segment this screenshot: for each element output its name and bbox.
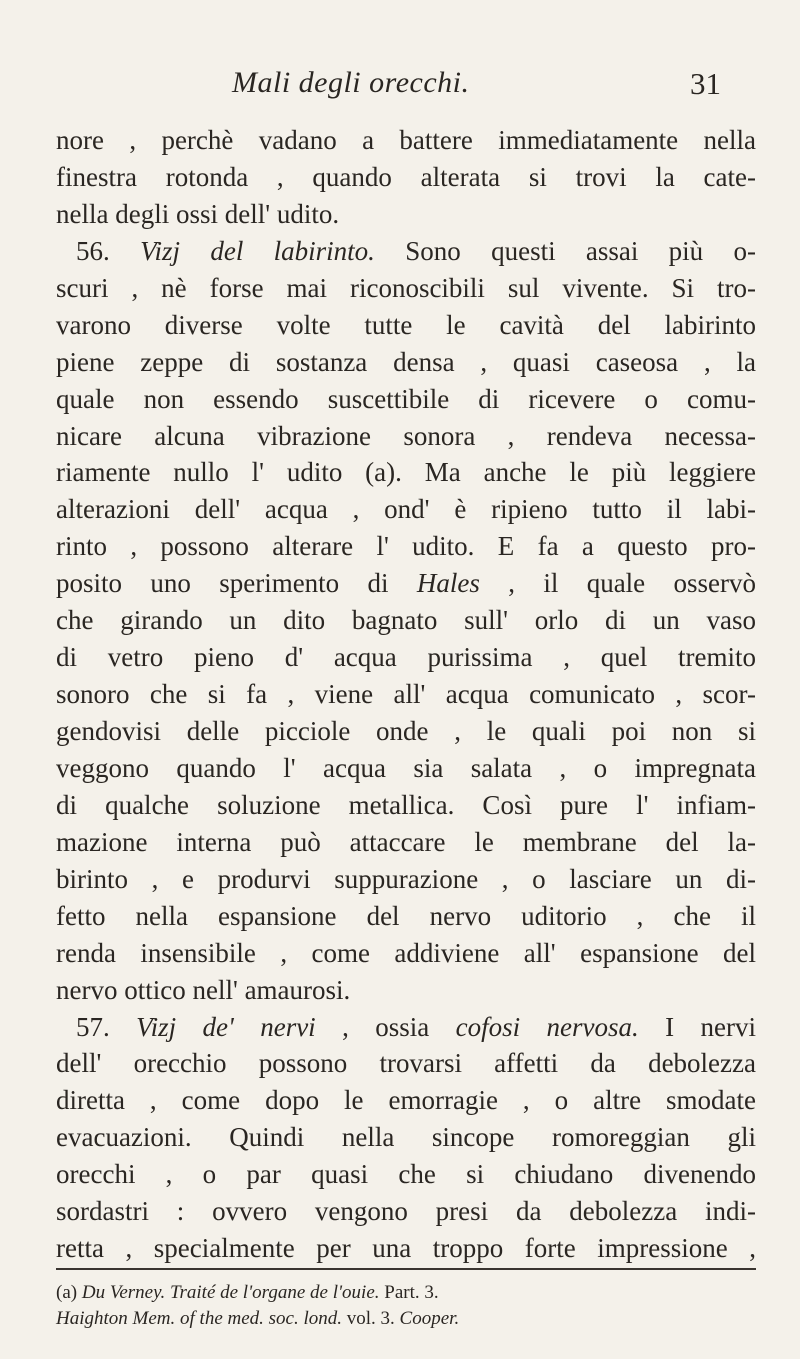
text-line: nella degli ossi dell' udito.	[56, 198, 340, 229]
text-line: veggono quando l' acqua sia salata , o impregnata	[56, 752, 756, 783]
running-title: Mali degli orecchi.	[232, 66, 470, 99]
text-line: di qualche soluzione metallica. Così pure l' infiam-	[56, 789, 756, 820]
text-line: di vetro pieno d' acqua purissima , quel tremito	[56, 642, 756, 673]
text-line: orecchi , o par quasi che si chiudano divenendo	[56, 1159, 756, 1190]
text-line: nore , perchè vadano a battere immediatamente nella	[56, 125, 756, 155]
section-57-title: Vizj de' nervi	[136, 1011, 316, 1042]
hales-name: Hales	[416, 568, 480, 599]
text-line: sordastri : ovvero vengono presi da debolezza indi-	[56, 1196, 756, 1227]
section-57-heading	[56, 1009, 756, 1046]
footnote-volume: vol. 3.	[342, 1308, 395, 1329]
text-line: mazione interna può attaccare le membrane del la-	[56, 826, 756, 857]
footnote-journal: Mem. of the med. soc. lond.	[127, 1308, 343, 1329]
text-fragment: , il quale osservò	[479, 568, 757, 599]
section-56-text: Sono questi assai più o-	[374, 235, 756, 266]
section-57-term: cofosi nervosa.	[455, 1011, 639, 1042]
text-line: renda insensibile , come addiviene all' espansione del	[56, 937, 756, 968]
text-line: che girando un dito bagnato sull' orlo di un vaso	[56, 605, 756, 636]
footnote-marker: (a)	[56, 1282, 82, 1303]
text-line: rinto , possono alterare l' udito. E fa a questo pro-	[56, 531, 756, 562]
footnote	[56, 1280, 756, 1332]
text-fragment: I nervi	[638, 1011, 757, 1042]
text-line: varono diverse volte tutte le cavità del labirinto	[56, 309, 756, 340]
footnote-line-1	[56, 1280, 756, 1306]
section-56-heading	[56, 233, 756, 270]
text-line: finestra rotonda , quando alterata si trovi la cate-	[56, 161, 756, 192]
text-line: scuri , nè forse mai riconoscibili sul vivente. Si tro-	[56, 272, 756, 303]
footnote-rule	[56, 1268, 756, 1270]
text-line: birinto , e produrvi suppurazione , o lasciare un di-	[56, 863, 756, 894]
text-line: nervo ottico nell' amaurosi.	[56, 974, 351, 1005]
footnote-author-3: Cooper.	[394, 1308, 460, 1329]
text-line: quale non essendo suscettibile di ricevere o comu-	[56, 383, 756, 414]
body-text	[56, 122, 756, 1267]
footnote-author: Du Verney.	[81, 1282, 166, 1303]
footnote-author-2: Haighton	[56, 1308, 128, 1329]
text-fragment: posito uno sperimento di	[56, 568, 417, 599]
footnote-work-title: Traité de l'organe de l'ouie.	[165, 1282, 380, 1303]
text-line: gendovisi delle picciole onde , le quali poi non si	[56, 716, 756, 746]
section-57-number: 57.	[76, 1011, 110, 1042]
text-line: alterazioni dell' acqua , ond' è ripieno tutto il labi-	[56, 494, 756, 525]
text-fragment: , ossia	[315, 1011, 456, 1042]
text-line: sonoro che si fa , viene all' acqua comunicato , scor-	[56, 679, 756, 710]
footnote-part: Part. 3.	[379, 1282, 439, 1303]
text-line: evacuazioni. Quindi nella sincope romoreggian gli	[56, 1122, 756, 1153]
text-line: diretta , come dopo le emorragie , o altre smodate	[56, 1085, 756, 1116]
text-line: riamente nullo l' udito (a). Ma anche le più leggiere	[56, 457, 756, 488]
text-line: dell' orecchio possono trovarsi affetti da debolezza	[56, 1048, 756, 1079]
page-number: 31	[690, 66, 721, 101]
text-line: fetto nella espansione del nervo uditorio , che il	[56, 900, 756, 931]
section-56-title: Vizj del labirinto.	[140, 235, 375, 266]
page-header	[0, 66, 800, 106]
text-line-hales	[56, 565, 756, 602]
text-line: nicare alcuna vibrazione sonora , rendeva necessa-	[56, 420, 756, 451]
text-line: piene zeppe di sostanza densa , quasi caseosa , la	[56, 346, 756, 377]
text-line: retta , specialmente per una troppo forte impressione ,	[56, 1233, 756, 1264]
footnote-line-2	[56, 1306, 756, 1332]
section-56-number: 56.	[76, 235, 110, 266]
